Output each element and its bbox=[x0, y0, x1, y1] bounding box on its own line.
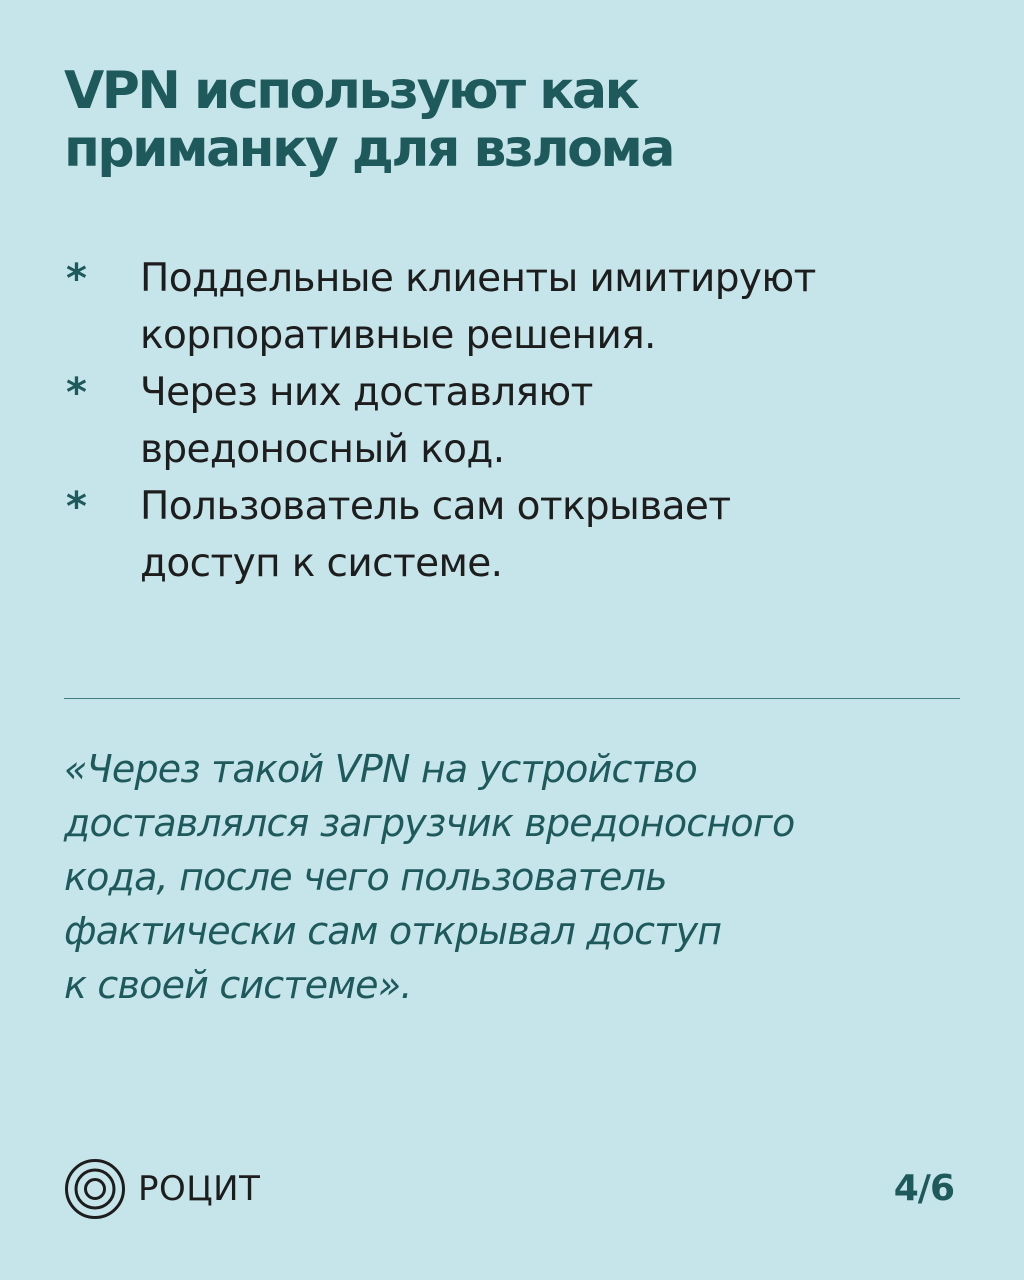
list-item bbox=[64, 250, 964, 364]
divider bbox=[64, 698, 960, 699]
concentric-circles-icon bbox=[64, 1158, 126, 1220]
bullet-text bbox=[140, 478, 730, 592]
asterisk-icon: * bbox=[66, 256, 87, 302]
brand-name: РОЦИТ bbox=[138, 1169, 261, 1209]
list-item bbox=[64, 478, 964, 592]
quote-line: фактически сам открывал доступ bbox=[64, 909, 722, 953]
asterisk-icon: * bbox=[66, 370, 87, 416]
bullet-list bbox=[64, 250, 964, 592]
quote-line: кода, после чего пользователь bbox=[64, 855, 667, 899]
quote-line: доставлялся загрузчик вредоносного bbox=[64, 801, 795, 845]
bullet-line: Пользователь сам открывает bbox=[140, 484, 731, 529]
title-line: VPN используют как bbox=[64, 61, 638, 121]
quote-line: к своей системе». bbox=[64, 963, 412, 1007]
brand-logo bbox=[64, 1158, 260, 1220]
page-title bbox=[64, 62, 964, 178]
title-line: приманку для взлома bbox=[64, 119, 673, 179]
bullet-line: Поддельные клиенты имитируют bbox=[140, 256, 816, 301]
bullet-text bbox=[140, 250, 816, 364]
quote bbox=[64, 742, 964, 1012]
quote-line: «Через такой VPN на устройство bbox=[64, 747, 697, 791]
bullet-line: корпоративные решения. bbox=[140, 313, 656, 358]
bullet-text bbox=[140, 364, 593, 478]
bullet-line: доступ к системе. bbox=[140, 541, 503, 586]
list-item bbox=[64, 364, 964, 478]
asterisk-icon: * bbox=[66, 484, 87, 530]
bullet-line: Через них доставляют bbox=[140, 370, 593, 415]
page-number: 4/6 bbox=[893, 1168, 954, 1209]
bullet-line: вредоносный код. bbox=[140, 427, 505, 472]
